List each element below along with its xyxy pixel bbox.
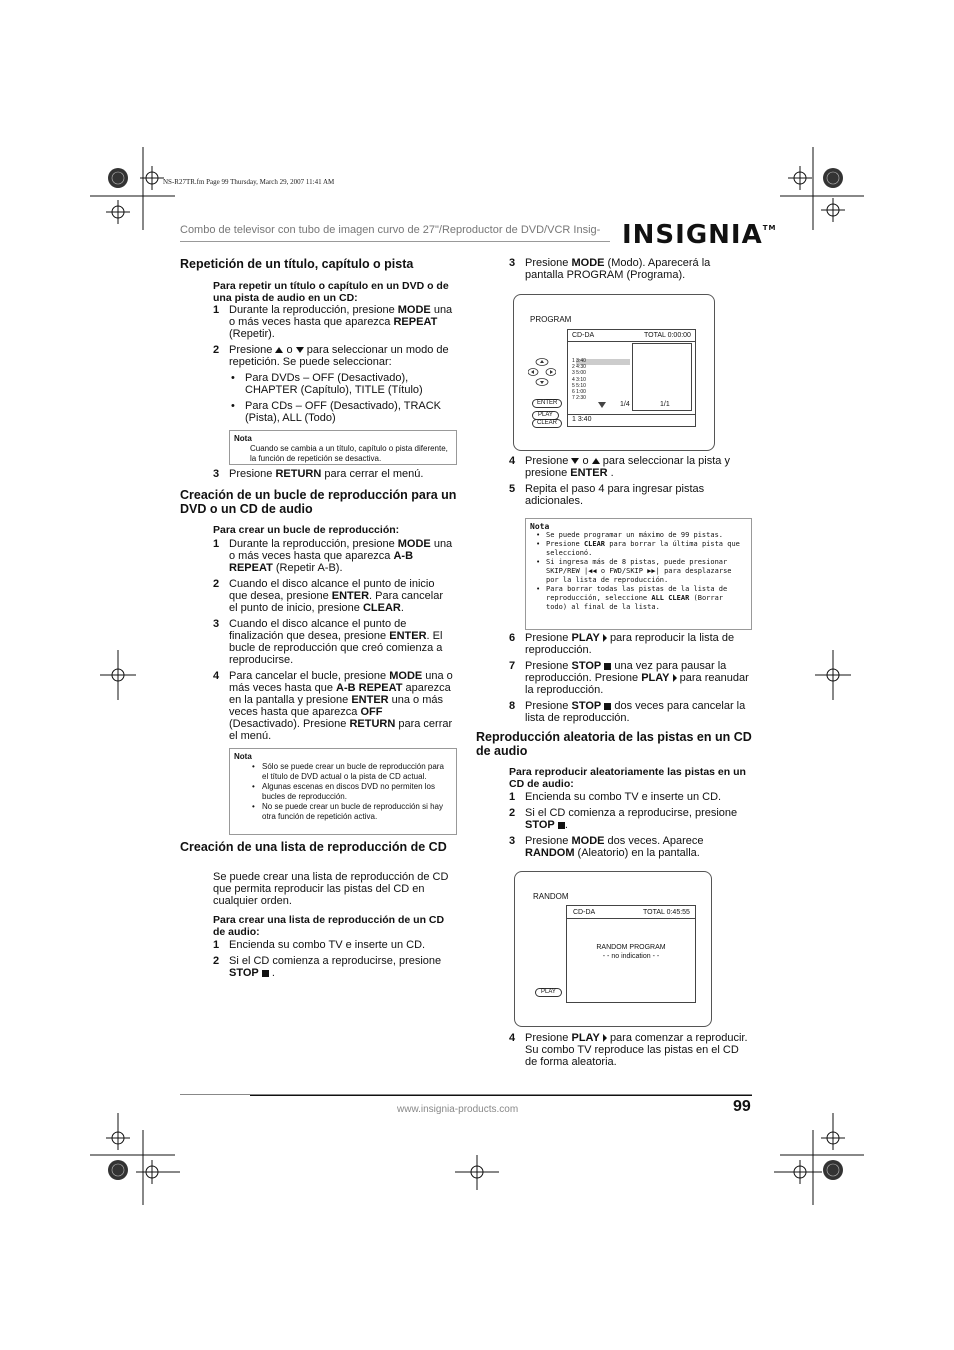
up-arrow-icon — [592, 458, 600, 464]
cd-type: CD-DA — [572, 332, 595, 339]
play-icon — [673, 674, 677, 682]
subheading-loop: Para crear un bucle de reproducción: — [213, 524, 400, 536]
step-mode-program: 3 Presione MODE (Modo). Aparecerá la pantalla PROGRAM (Programa). — [509, 257, 711, 281]
random-indication: - - no indication - - — [602, 953, 660, 960]
down-arrow-icon — [571, 458, 579, 464]
random-screen — [514, 871, 712, 1027]
step-list-repeat: 1 Durante la reproducción, presione MODE una o más veces hasta que aparezca REPEAT (Repetir). 2 Presione o para seleccionar un modo de repetición. Se puede seleccionar: • Para DVDs – OFF (Desactivado), CHAPTER (Capítulo), TITLE (Título) • Para CDs – OFF (Desactivado), TRACK (Pista), ALL (Todo) — [213, 304, 458, 424]
section-title-playlist: Creación de una lista de reproducción de CD — [180, 840, 447, 854]
note-box-loop: Nota • Sólo se puede crear un bucle de reproducción para el título de DVD actual o la pista de CD actual. • Algunas escenas en discos DVD no permiten los bucles de reproducción. • No se puede crear un bucle de reproducción si hay otra función de repetición activa. — [229, 748, 457, 835]
play-icon — [603, 634, 607, 642]
page-left: 1/4 — [620, 401, 630, 408]
stop-icon — [558, 822, 565, 829]
skip-rew-icon: |◀◀ — [583, 567, 597, 575]
step-list-random: 1 Encienda su combo TV e inserte un CD. 2 Si el CD comienza a reproducirse, presione STOP . 3 Presione MODE dos veces. Aparece RANDOM (Aleatorio) en la pantalla. — [509, 791, 738, 859]
random-title: RANDOM — [533, 892, 569, 901]
section-title-loop: Creación de un bucle de reproducción para un DVD o un CD de audio — [180, 488, 457, 516]
printer-line: NS-R27TR.fm Page 99 Thursday, March 29, 2007 11:41 AM — [163, 178, 335, 186]
total-time: TOTAL 0:45:55 — [643, 909, 690, 916]
header-title: Combo de televisor con tubo de imagen curvo de 27"/Reproductor de DVD/VCR Insig- — [180, 224, 601, 236]
brand-logo: INSIGNIA™ — [622, 220, 777, 250]
play-icon — [603, 1034, 607, 1042]
page-number: 99 — [733, 1098, 751, 1115]
page-right: 1/1 — [660, 401, 670, 408]
program-panel — [567, 329, 696, 427]
step-list-loop: 1 Durante la reproducción, presione MODE una o más veces hasta que aparezca A-B REPEAT (Repetir A-B). 2 Cuando el disco alcance el punto de inicio que desea, presione ENTER. Para cancelar el punto de inicio, presione CLEAR. 3 Cuando el disco alcance el punto de finalización que desea, presione ENTER. El bucle de reproducción que creó comienza a reproducirse. 4 Para cancelar el bucle, presione MODE una o más veces hasta que A-B REPEAT aparezca en la pantalla y presione ENTER una o más veces hasta que aparezca OFF (Desactivado). Presione RETURN para cerrar el menú. — [213, 538, 453, 742]
subheading-playlist: Para crear una lista de reproducción de un CD de audio: — [213, 914, 445, 938]
cd-type: CD-DA — [573, 909, 596, 916]
bullet-cd: • Para CDs – OFF (Desactivado), TRACK (Pista), ALL (Todo) — [229, 400, 458, 424]
step-list-program-b: 6 Presione PLAY para reproducir la lista de reproducción. 7 Presione STOP una vez para pausar la reproducción. Presione PLAY para reanudar la reproducción. 8 Presione STOP dos veces para cancelar la lista de reproducción. — [509, 632, 749, 724]
step-list-playlist: 1 Encienda su combo TV e inserte un CD. 2 Si el CD comienza a reproducirse, presione STOP . — [213, 939, 442, 979]
random-panel — [566, 905, 696, 1003]
subheading-random: Para reproducir aleatoriamente las pistas en un CD de audio: — [509, 766, 746, 790]
stop-icon — [604, 663, 611, 670]
total-time: TOTAL 0:00:00 — [644, 332, 691, 339]
step-return: 3 Presione RETURN para cerrar el menú. — [213, 468, 424, 480]
playlist-intro: Se puede crear una lista de reproducción de CD que permita reproducir las pistas del CD en cualquier orden. — [213, 871, 449, 907]
subheading-repeat: Para repetir un título o capítulo en un DVD o de una pista de audio en un CD: — [213, 280, 449, 304]
random-program-label: RANDOM PROGRAM — [596, 944, 666, 951]
footer-rule-bold — [250, 1095, 752, 1096]
section-title-random: Reproducción aleatoria de las pistas en un CD de audio — [476, 730, 752, 758]
play-button: PLAY — [535, 988, 562, 997]
enter-button: ENTER — [532, 399, 562, 408]
track-list: 1 3:40 2 4:30 3 5:00 4 3:10 5 5:10 6 1:00 7 2:30 — [572, 358, 586, 402]
scroll-down-icon — [598, 402, 606, 408]
note-box-repeat: Nota Cuando se cambia a un título, capítulo o pista diferente, la función de repetición se desactiva. — [229, 430, 457, 465]
selected-track: 1 3:40 — [572, 416, 592, 423]
step-play-random: 4 Presione PLAY para comenzar a reproducir. Su combo TV reproduce las pistas en el CD de forma aleatoria. — [509, 1032, 748, 1068]
fwd-skip-icon: ▶▶| — [647, 567, 660, 575]
bullet-dvd: • Para DVDs – OFF (Desactivado), CHAPTER (Capítulo), TITLE (Título) — [229, 372, 458, 396]
program-screen — [513, 294, 715, 451]
stop-icon — [604, 703, 611, 710]
clear-button: CLEAR — [532, 419, 562, 428]
stop-icon — [262, 970, 269, 977]
header-rule — [180, 241, 610, 242]
play-button: PLAY — [532, 411, 559, 420]
dpad-icon — [528, 357, 556, 387]
note-box-program: Nota • Se puede programar un máximo de 99 pistas. • Presione CLEAR para borrar la última pista que seleccionó. • Si ingresa más de 8 pistas, puede presionar SKIP/REW |◀◀ o FWD/SKIP ▶▶| para desplazarse por la lista de reproducción. • Para borrar todas las pistas de la lista de reproducción, seleccione ALL CLEAR (Borrar todo) al final de la lista. — [525, 518, 752, 630]
program-title: PROGRAM — [530, 315, 572, 324]
section-title-repeat: Repetición de un título, capítulo o pista — [180, 257, 414, 271]
up-arrow-icon — [275, 347, 283, 353]
step-list-program-a: 4 Presione o para seleccionar la pista y presione ENTER . 5 Repita el paso 4 para ingresar pistas adicionales. — [509, 455, 730, 507]
down-arrow-icon — [296, 347, 304, 353]
footer-url[interactable]: www.insignia-products.com — [397, 1104, 519, 1115]
